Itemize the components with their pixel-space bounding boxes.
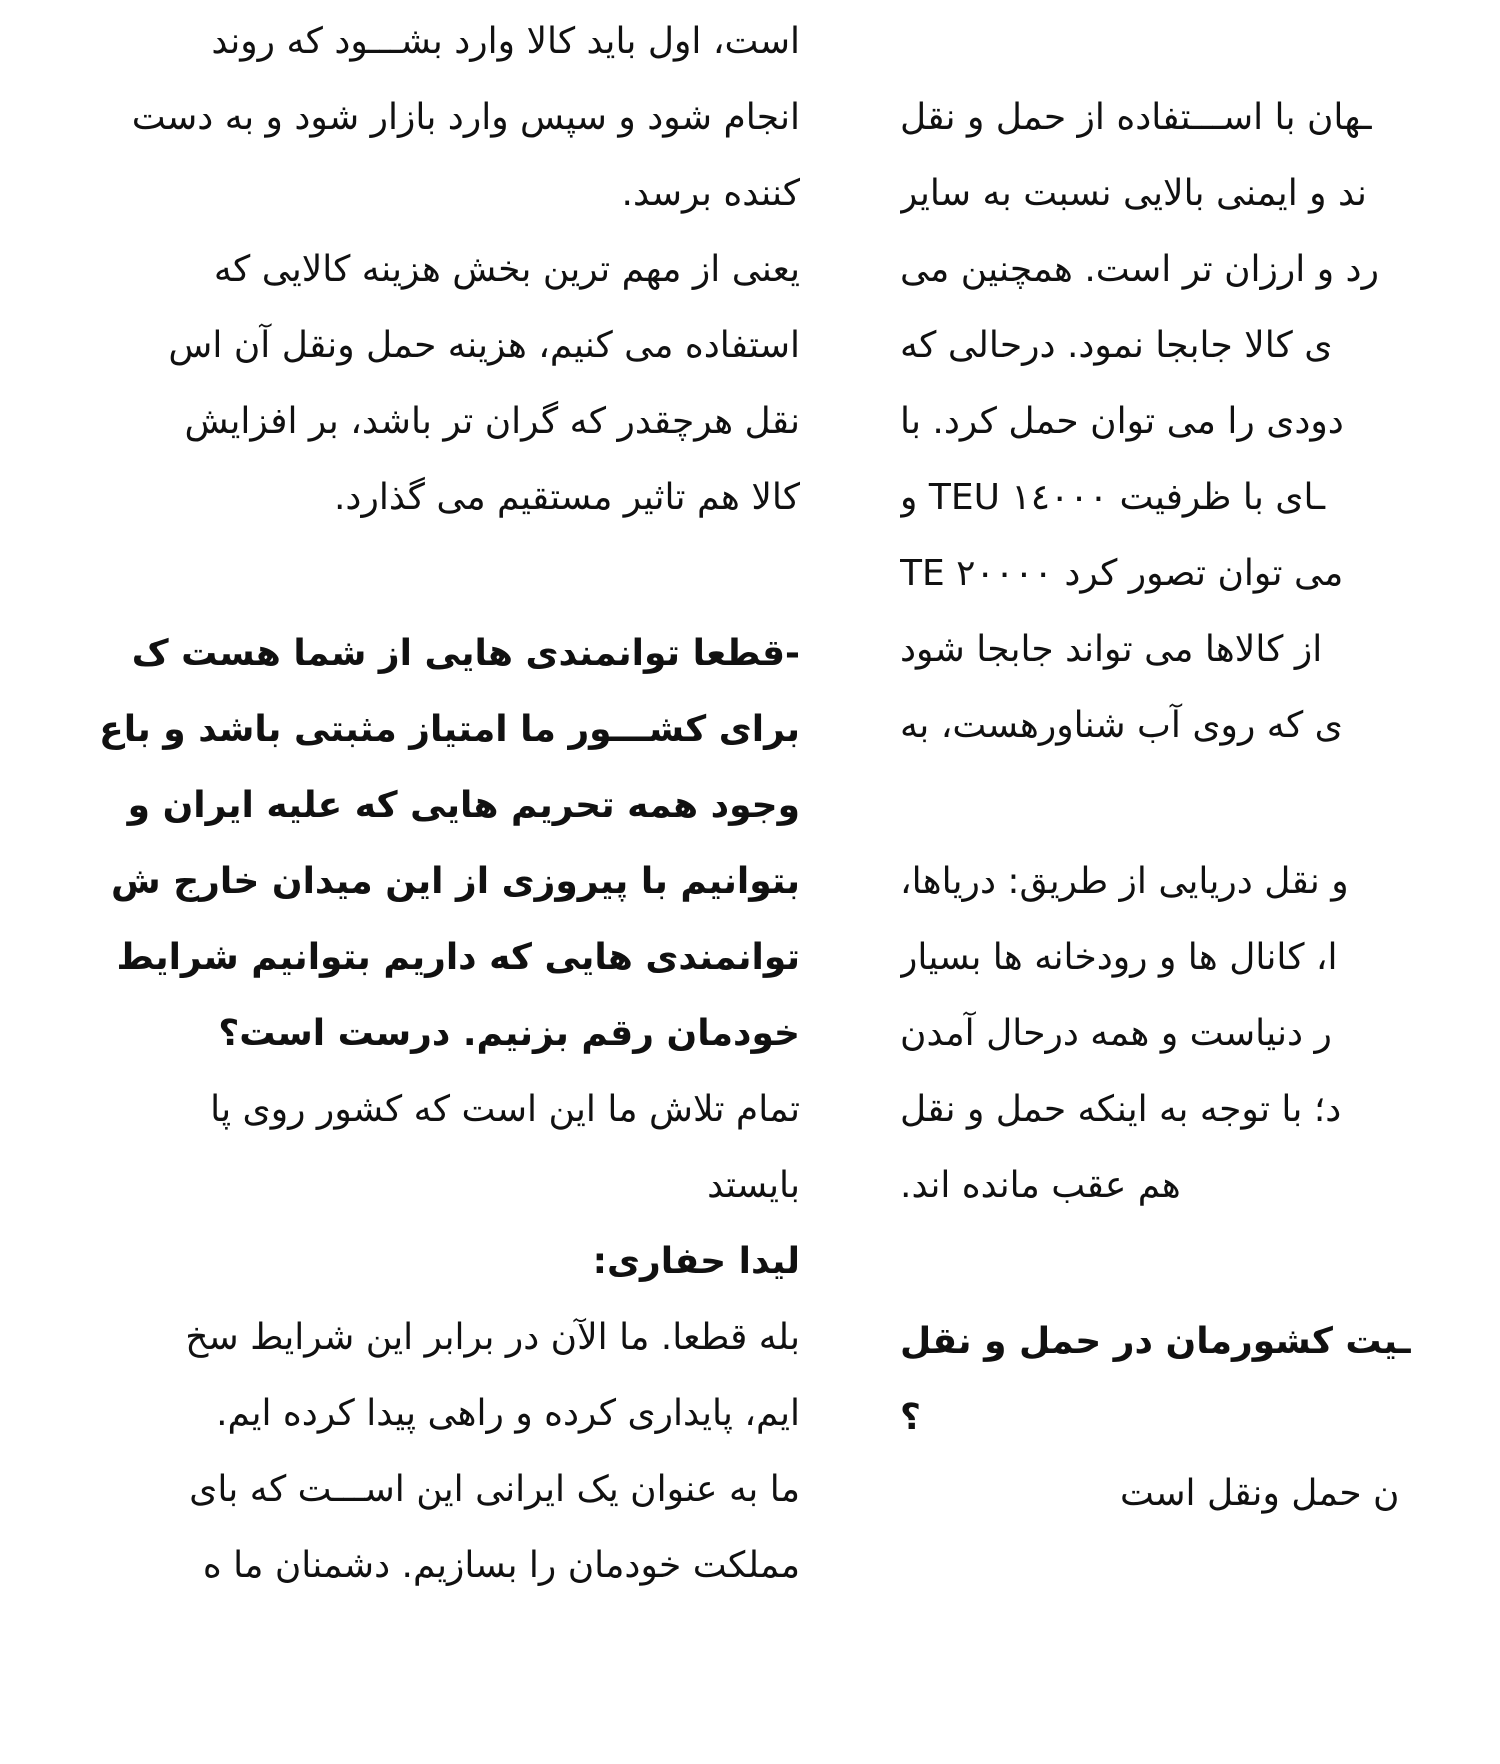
text-line: بله قطعا. ما الآن در برابر این شرایط سخ [185, 1317, 800, 1358]
text-line: هم عقب مانده اند. [900, 1165, 1181, 1206]
bold-question-line: بتوانیم با پیروزی از این میدان خارج ش [110, 861, 800, 902]
bold-question-line: وجود همه تحریم هایی که علیه ایران و [127, 785, 800, 826]
right-text-column [900, 0, 1500, 1764]
text-line: ما به عنوان یک ایرانی این اســـت که بای [189, 1469, 800, 1510]
text-line: رد و ارزان تر است. همچنین می [900, 249, 1379, 290]
text-line: از کالاها می تواند جابجا شود [900, 629, 1323, 670]
text-line: یعنی از مهم ترین بخش هزینه کالایی که [213, 249, 800, 290]
text-line: ن حمل ونقل است [1120, 1473, 1400, 1514]
text-line: ـای با ظرفیت TEU ۱٤۰۰۰ و [900, 477, 1325, 518]
bold-question-line: ؟ [900, 1397, 921, 1438]
text-line: دودی را می توان حمل کرد. با [900, 401, 1344, 442]
text-line: ر دنیاست و همه درحال آمدن [900, 1013, 1332, 1054]
text-line: بایستد [707, 1165, 800, 1206]
text-line: TE ۲۰۰۰۰ می توان تصور کرد [900, 553, 1344, 594]
text-line: مملکت خودمان را بسازیم. دشمنان ما ه [202, 1545, 800, 1586]
text-line: کالا هم تاثیر مستقیم می گذارد. [333, 477, 800, 518]
bold-question-line: خودمان رقم بزنیم. درست است؟ [218, 1013, 800, 1054]
text-line: است، اول باید کالا وارد بشـــود که روند [211, 21, 800, 62]
text-line: استفاده می کنیم، هزینه حمل ونقل آن اس [168, 325, 800, 366]
text-line: ی که روی آب شناورهست، به [900, 705, 1343, 746]
bold-question-line: ـیت کشورمان در حمل و نقل [900, 1321, 1411, 1362]
text-line: و نقل دریایی از طریق: دریاها، [900, 861, 1349, 902]
text-line: ی کالا جابجا نمود. درحالی که [900, 325, 1333, 366]
bold-question-line: برای کشـــور ما امتیاز مثبتی باشد و باع [99, 709, 800, 750]
text-line: انجام شود و سپس وارد بازار شود و به دست [131, 97, 800, 138]
text-line: ند و ایمنی بالایی نسبت به سایر [900, 173, 1367, 214]
text-line: ا، کانال ها و رودخانه ها بسیار [900, 937, 1338, 978]
bold-question-line: -قطعا توانمندی هایی از شما هست ک [131, 633, 800, 674]
speaker-name: لیدا حفاری: [592, 1241, 800, 1282]
text-line: د؛ با توجه به اینکه حمل و نقل [900, 1089, 1342, 1130]
text-line: کننده برسد. [621, 173, 800, 214]
bold-question-line: توانمندی هایی که داریم بتوانیم شرایط [116, 937, 800, 978]
text-line: ـهان با اســـتفاده از حمل و نقل [900, 97, 1372, 138]
text-line: تمام تلاش ما این است که کشور روی پا [210, 1089, 800, 1130]
text-line: ایم، پایداری کرده و راهی پیدا کرده ایم. [216, 1393, 800, 1434]
text-line: نقل هرچقدر که گران تر باشد، بر افزایش [184, 401, 800, 442]
